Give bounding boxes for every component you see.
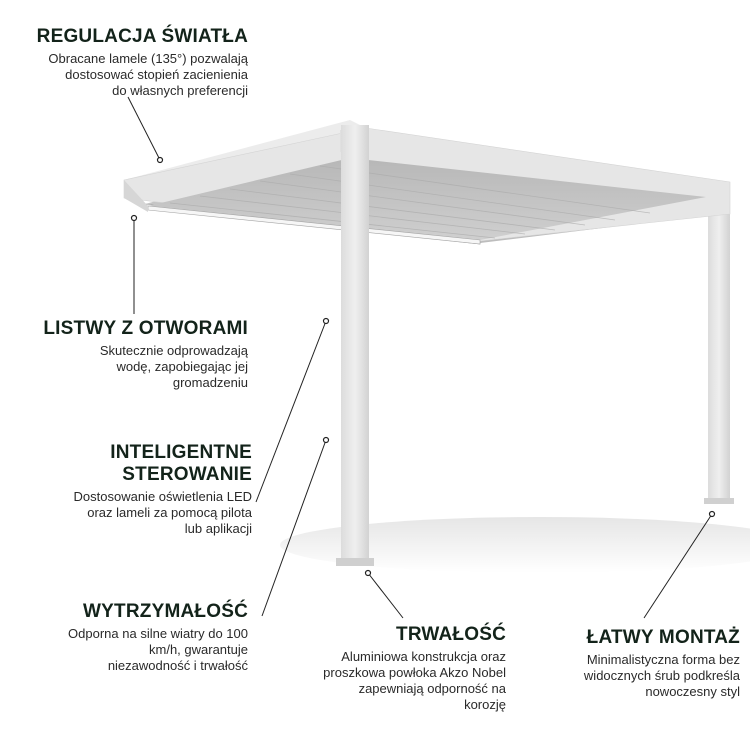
feature-control-description: Dostosowanie oświetlenia LED oraz lameli za pomocą pilota lub aplikacji (73, 489, 252, 536)
post-front (341, 125, 369, 565)
feature-durability-description: Aluminiowa konstrukcja oraz proszkowa powłoka Akzo Nobel zapewniają odporność na korozję (323, 649, 506, 712)
feature-durability (270, 624, 506, 713)
feature-gutters-title: LISTWY Z OTWORAMI (43, 318, 248, 339)
feature-assembly-description: Minimalistyczna forma bez widocznych śrub podkreśla nowoczesny styl (583, 652, 740, 699)
feature-assembly (520, 627, 740, 700)
feature-assembly-title: ŁATWY MONTAŻ (586, 627, 740, 648)
feature-light-description: Obracane lamele (135°) pozwalają dostosować stopień zacienienia do własnych preferencji (48, 51, 248, 98)
feature-durability-title: TRWAŁOŚĆ (396, 624, 506, 645)
feature-control (8, 442, 252, 537)
feature-light (8, 26, 248, 99)
feature-gutters-description: Skutecznie odprowadzają wodę, zapobiegając jej gromadzeniu (99, 343, 248, 390)
feature-strength-description: Odporna na silne wiatry do 100 km/h, gwarantuje niezawodność i trwałość (68, 626, 248, 673)
post-back-right (708, 182, 730, 504)
feature-strength-title: WYTRZYMAŁOŚĆ (83, 601, 248, 622)
feature-strength (8, 601, 248, 674)
post-back-right-foot (704, 498, 734, 504)
feature-control-title: INTELIGENTNE STEROWANIE (110, 442, 252, 485)
feature-gutters (8, 318, 248, 391)
post-front-foot (336, 558, 374, 566)
feature-light-title: REGULACJA ŚWIATŁA (36, 26, 248, 47)
